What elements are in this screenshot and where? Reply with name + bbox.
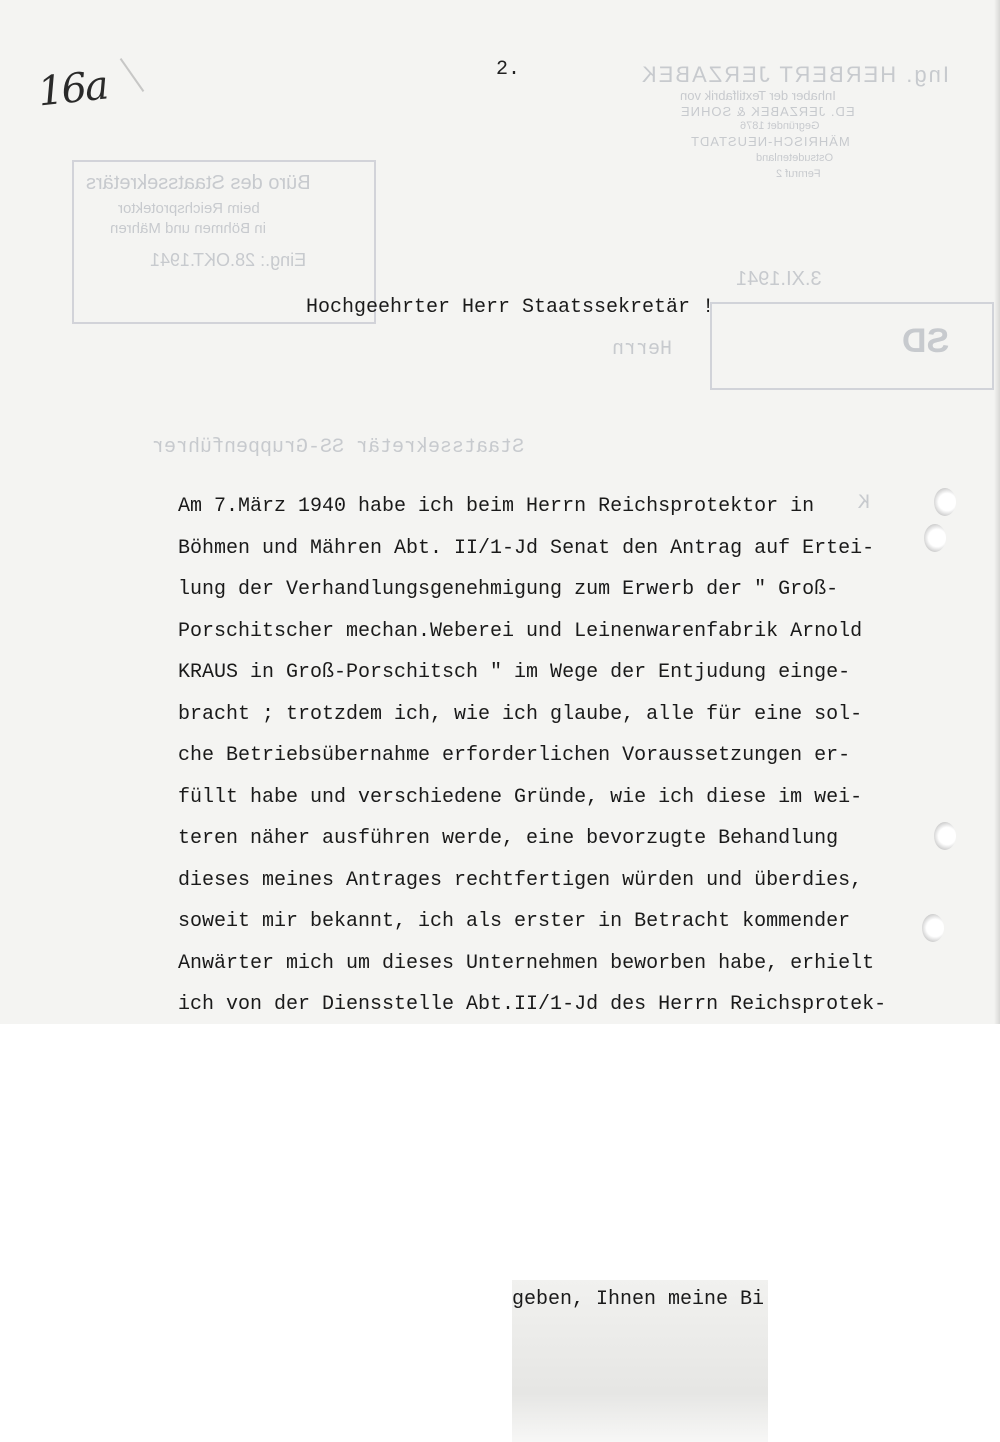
body-line: Am 7.März 1940 habe ich beim Herrn Reichsprotektor in bbox=[178, 495, 815, 518]
show-through-stamp-right bbox=[710, 302, 994, 390]
punch-hole bbox=[934, 488, 956, 516]
show-through-stamp-right-date: 3.XI.1941 bbox=[736, 268, 822, 290]
body-line: bracht ; trotzdem ich, wie ich glaube, alle für eine sol- bbox=[178, 702, 863, 726]
body-line: che Betriebsübernahme erforderlichen Voraussetzungen er- bbox=[178, 744, 851, 767]
next-page-fragment bbox=[512, 1280, 768, 1442]
show-through-letterhead-line: Gegründet 1876 bbox=[740, 120, 820, 132]
body-line: teren näher ausführen werde, eine bevorzugte Behandlung bbox=[178, 827, 839, 850]
punch-hole bbox=[922, 914, 944, 942]
salutation: Hochgeehrter Herr Staatssekretär ! bbox=[306, 296, 715, 319]
show-through-address-line: Herrn bbox=[612, 338, 673, 361]
handwritten-mark bbox=[120, 58, 145, 92]
body-line: Porschitscher mechan.Weberei und Leinenwarenfabrik Arnold bbox=[178, 619, 863, 643]
show-through-stamp-line: in Böhmen und Mähren bbox=[110, 220, 266, 237]
punch-hole bbox=[924, 524, 946, 552]
body-line: Böhmen und Mähren Abt. II/1-Jd Senat den Antrag auf Ertei- bbox=[178, 536, 875, 560]
fragment-text: geben, Ihnen meine Bi bbox=[512, 1288, 765, 1311]
show-through-stamp-line: Eing.: 28.OKT.1941 bbox=[150, 250, 307, 270]
show-through-letterhead-line: Inhaber der Textilfabrik von bbox=[680, 88, 836, 103]
show-through-letterhead-line: Ing. HERBERT JERZABEK bbox=[640, 62, 949, 87]
handwritten-note: 16a bbox=[35, 62, 109, 116]
page-number: 2. bbox=[496, 58, 521, 81]
body-line: füllt habe und verschiedene Gründe, wie ich diese im wei- bbox=[178, 785, 863, 809]
punch-hole bbox=[934, 822, 956, 850]
show-through-letterhead-line: Ostsudetenland bbox=[756, 152, 834, 164]
body-line: ich von der Diensstelle Abt.II/1-Jd des Herrn Reichsprotek- bbox=[178, 993, 887, 1016]
body-line: lung der Verhandlungsgenehmigung zum Erwerb der " Groß- bbox=[178, 578, 839, 601]
body-line: KRAUS in Groß-Porschitsch " im Wege der Entjudung einge- bbox=[178, 661, 851, 684]
show-through-stamp-right-mark: SD bbox=[902, 322, 950, 360]
letter-body bbox=[178, 492, 918, 1024]
body-line: soweit mir bekannt, ich als erster in Betracht kommender bbox=[178, 910, 851, 933]
show-through-stamp-line: beim Reichsprotektor bbox=[118, 200, 260, 217]
show-through-stamp-line: Büro des Staatssekretärs bbox=[86, 172, 311, 194]
body-line: Anwärter mich um dieses Unternehmen beworben habe, erhielt bbox=[178, 951, 875, 975]
show-through-letterhead-line: Fernruf 2 bbox=[776, 168, 821, 180]
show-through-address-line: K bbox=[858, 492, 871, 515]
show-through-address-line: Staatssekretär SS-Gruppenführer bbox=[152, 436, 525, 459]
show-through-letterhead-line: MÄHRISCH-NEUSTADT bbox=[690, 134, 850, 149]
body-line: dieses meines Antrages rechtfertigen würden und überdies, bbox=[178, 868, 863, 892]
show-through-letterhead-line: ED. JERZABEK & SOHNE bbox=[680, 104, 855, 119]
